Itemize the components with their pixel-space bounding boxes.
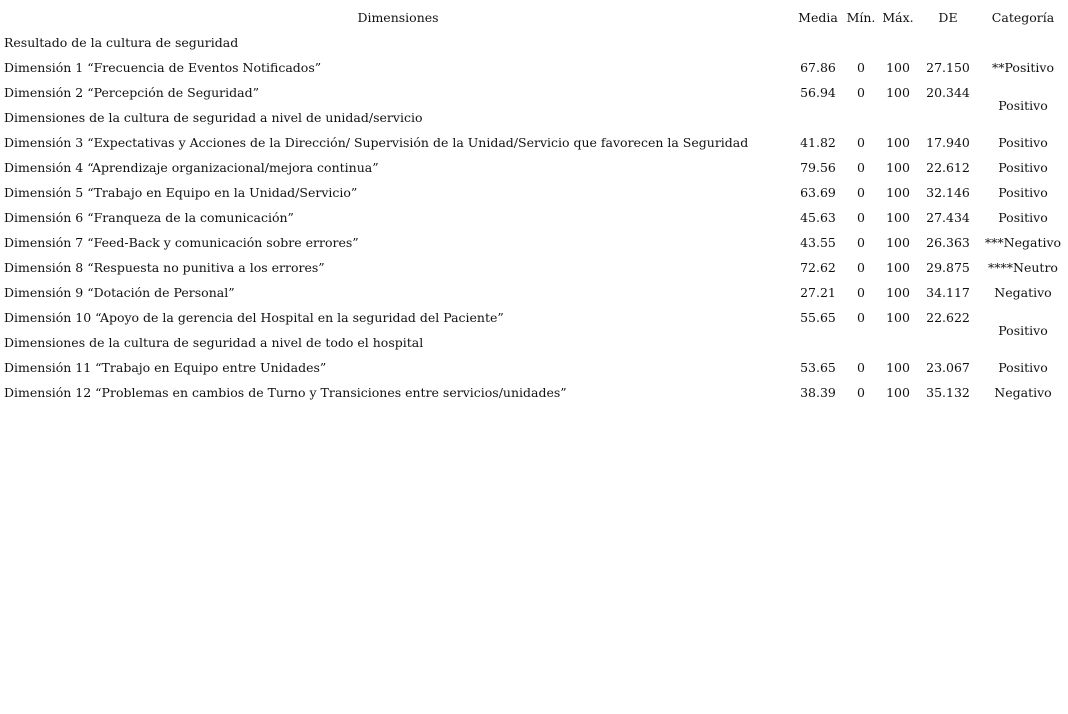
dimension-cell: Dimensión 7 “Feed-Back y comunicación sobre errores” — [4, 235, 359, 250]
table-row — [4, 380, 1068, 405]
min-cell: 0 — [857, 285, 865, 300]
sd-cell: 23.067 — [926, 360, 970, 375]
table-row — [4, 55, 1068, 80]
min-cell: 0 — [857, 260, 865, 275]
category-cell: Positivo — [998, 322, 1048, 338]
category-cell: Positivo — [998, 210, 1048, 225]
mean-cell: 45.63 — [800, 210, 836, 225]
dimension-cell: Dimensión 2 “Percepción de Seguridad” — [4, 85, 259, 100]
max-cell: 100 — [886, 135, 910, 150]
sd-header: DE — [938, 10, 958, 25]
dimension-cell: Dimensión 3 “Expectativas y Acciones de la Dirección/ Supervisión de la Unidad/Servicio que favorecen la Seguridad — [4, 135, 749, 150]
section-row — [4, 30, 1068, 55]
table-row — [4, 355, 1068, 380]
max-cell: 100 — [886, 60, 910, 75]
min-header: Mín. — [846, 10, 876, 25]
dimension-cell: Dimensión 10 “Apoyo de la gerencia del Hospital en la seguridad del Paciente” — [4, 310, 504, 325]
min-cell: 0 — [857, 85, 865, 100]
section-label: Resultado de la cultura de seguridad — [4, 35, 239, 50]
mean-cell: 27.21 — [800, 285, 836, 300]
sd-cell: 20.344 — [926, 85, 970, 100]
section-row — [4, 330, 1068, 355]
min-cell: 0 — [857, 210, 865, 225]
sd-cell: 34.117 — [926, 285, 970, 300]
section-label: Dimensiones de la cultura de seguridad a nivel de unidad/servicio — [4, 110, 423, 125]
mean-cell: 43.55 — [800, 235, 836, 250]
category-cell: **Positivo — [992, 60, 1054, 75]
min-cell: 0 — [857, 360, 865, 375]
sd-cell: 22.612 — [926, 160, 970, 175]
table-row — [4, 130, 1068, 155]
table-row — [4, 80, 1068, 105]
max-cell: 100 — [886, 360, 910, 375]
min-cell: 0 — [857, 235, 865, 250]
mean-cell: 38.39 — [800, 385, 836, 400]
table-row — [4, 305, 1068, 330]
mean-cell: 55.65 — [800, 310, 836, 325]
category-cell: Positivo — [998, 160, 1048, 175]
max-header: Máx. — [882, 10, 914, 25]
category-cell: ***Negativo — [984, 235, 1062, 250]
min-cell: 0 — [857, 185, 865, 200]
sd-cell: 27.434 — [926, 210, 970, 225]
table-body — [4, 30, 1068, 405]
sd-cell: 32.146 — [926, 185, 970, 200]
max-cell: 100 — [886, 210, 910, 225]
mean-cell: 41.82 — [800, 135, 836, 150]
table-row — [4, 255, 1068, 280]
table-row — [4, 180, 1068, 205]
category-cell: ****Neutro — [988, 260, 1058, 275]
mean-cell: 53.65 — [800, 360, 836, 375]
header-row — [4, 5, 1068, 30]
mean-cell: 63.69 — [800, 185, 836, 200]
dimension-cell: Dimensión 8 “Respuesta no punitiva a los errores” — [4, 260, 325, 275]
min-cell: 0 — [857, 135, 865, 150]
mean-cell: 72.62 — [800, 260, 836, 275]
category-cell: Positivo — [998, 135, 1048, 150]
min-cell: 0 — [857, 385, 865, 400]
category-cell: Positivo — [998, 185, 1048, 200]
max-cell: 100 — [886, 185, 910, 200]
dimension-cell: Dimensión 1 “Frecuencia de Eventos Notificados” — [4, 60, 322, 75]
sd-cell: 35.132 — [926, 385, 970, 400]
sd-cell: 29.875 — [926, 260, 970, 275]
max-cell: 100 — [886, 260, 910, 275]
category-cell: Negativo — [994, 285, 1052, 300]
category-cell: Negativo — [994, 385, 1052, 400]
table-row — [4, 280, 1068, 305]
section-label: Dimensiones de la cultura de seguridad a nivel de todo el hospital — [4, 335, 424, 350]
table-row — [4, 230, 1068, 255]
mean-cell: 67.86 — [800, 60, 836, 75]
mean-header: Media — [798, 10, 838, 25]
sd-cell: 26.363 — [926, 235, 970, 250]
sd-cell: 27.150 — [926, 60, 970, 75]
dimension-cell: Dimensión 5 “Trabajo en Equipo en la Unidad/Servicio” — [4, 185, 358, 200]
category-cell: Positivo — [998, 97, 1048, 113]
min-cell: 0 — [857, 310, 865, 325]
results-table — [4, 5, 1068, 405]
section-row — [4, 105, 1068, 130]
min-cell: 0 — [857, 60, 865, 75]
table-row — [4, 155, 1068, 180]
category-header: Categoría — [991, 10, 1055, 25]
mean-cell: 79.56 — [800, 160, 836, 175]
dimension-cell: Dimensión 12 “Problemas en cambios de Turno y Transiciones entre servicios/unidades” — [4, 385, 567, 400]
max-cell: 100 — [886, 385, 910, 400]
max-cell: 100 — [886, 285, 910, 300]
table-row — [4, 205, 1068, 230]
dimension-cell: Dimensión 9 “Dotación de Personal” — [4, 285, 235, 300]
sd-cell: 22.622 — [926, 310, 970, 325]
min-cell: 0 — [857, 160, 865, 175]
sd-cell: 17.940 — [926, 135, 970, 150]
dimension-header: Dimensiones — [357, 10, 439, 25]
dimension-cell: Dimensión 11 “Trabajo en Equipo entre Unidades” — [4, 360, 327, 375]
max-cell: 100 — [886, 160, 910, 175]
dimension-cell: Dimensión 6 “Franqueza de la comunicación” — [4, 210, 294, 225]
max-cell: 100 — [886, 85, 910, 100]
category-cell: Positivo — [998, 360, 1048, 375]
dimension-cell: Dimensión 4 “Aprendizaje organizacional/mejora continua” — [4, 160, 379, 175]
mean-cell: 56.94 — [800, 85, 836, 100]
max-cell: 100 — [886, 235, 910, 250]
max-cell: 100 — [886, 310, 910, 325]
